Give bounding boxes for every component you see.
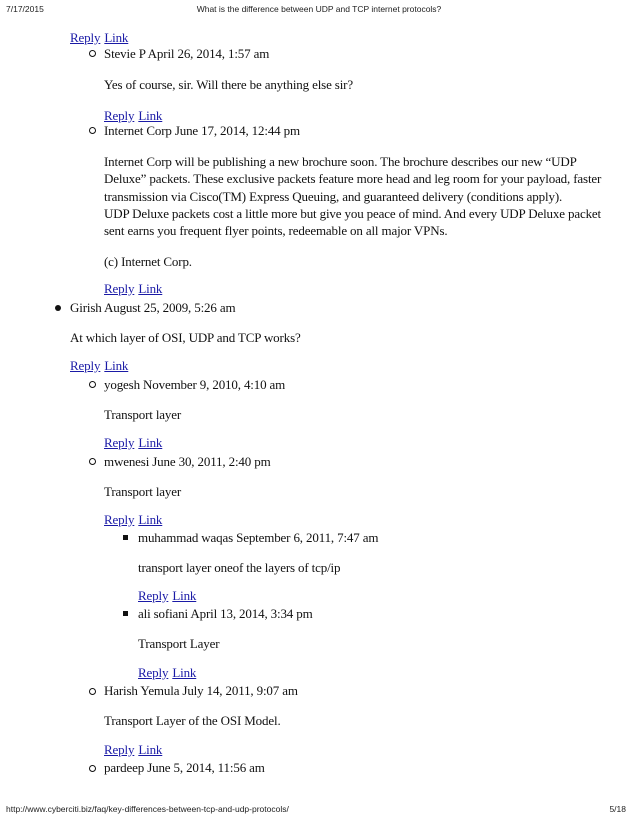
page-title: What is the difference between UDP and TCP internet protocols?: [196, 4, 442, 14]
permalink[interactable]: Link: [104, 30, 129, 45]
reply-link[interactable]: Reply: [70, 358, 101, 373]
page-footer: [6, 804, 632, 816]
reply-link-row: [138, 588, 200, 604]
reply-link[interactable]: Reply: [104, 108, 135, 123]
circle-bullet-icon: [89, 127, 96, 134]
comment-meta: Internet Corp June 17, 2014, 12:44 pm: [104, 123, 300, 138]
permalink[interactable]: Link: [138, 281, 163, 296]
reply-link[interactable]: Reply: [104, 435, 135, 450]
reply-link[interactable]: Reply: [104, 281, 135, 296]
comment-meta: yogesh November 9, 2010, 4:10 am: [104, 377, 286, 392]
reply-link-row: [70, 358, 132, 374]
disc-bullet-icon: [55, 305, 61, 311]
permalink[interactable]: Link: [104, 358, 129, 373]
square-bullet-icon: [123, 611, 128, 616]
square-bullet-icon: [123, 535, 128, 540]
comment-body: Yes of course, sir. Will there be anything else sir?: [104, 77, 353, 92]
comment-body-line: Internet Corp will be publishing a new brochure soon. The brochure describes our new “UDP: [104, 154, 577, 169]
comment-body: Transport layer: [104, 484, 182, 499]
reply-link[interactable]: Reply: [104, 742, 135, 757]
comment-body-line: sent earns you frequent flyer points, redeemable on all major VPNs.: [104, 223, 448, 238]
permalink[interactable]: Link: [138, 742, 163, 757]
reply-link-row: [104, 435, 166, 451]
comment-body: Transport layer: [104, 407, 182, 422]
comment-meta: muhammad waqas September 6, 2011, 7:47 am: [138, 530, 379, 545]
comment-body-line: Deluxe” packets. These exclusive packets feature more head and leg room for your payload, faster: [104, 171, 602, 186]
permalink[interactable]: Link: [138, 435, 163, 450]
permalink[interactable]: Link: [172, 665, 197, 680]
circle-bullet-icon: [89, 765, 96, 772]
comment-meta: mwenesi June 30, 2011, 2:40 pm: [104, 454, 271, 469]
circle-bullet-icon: [89, 50, 96, 57]
comment-body-line: transmission via Cisco(TM) Express Queuing, and guaranteed delivery (conditions apply).: [104, 189, 563, 204]
reply-link-row: [104, 281, 166, 297]
print-date: 7/17/2015: [6, 4, 44, 14]
comment-body: (c) Internet Corp.: [104, 254, 192, 269]
comment-body: Transport Layer: [138, 636, 220, 651]
circle-bullet-icon: [89, 458, 96, 465]
reply-link-row: [104, 512, 166, 528]
comment-body: At which layer of OSI, UDP and TCP works?: [70, 330, 301, 345]
permalink[interactable]: Link: [172, 588, 197, 603]
comment-meta: Harish Yemula July 14, 2011, 9:07 am: [104, 683, 298, 698]
comment-meta: pardeep June 5, 2014, 11:56 am: [104, 760, 265, 775]
reply-link[interactable]: Reply: [138, 665, 169, 680]
reply-link-row: [104, 742, 166, 758]
source-url: http://www.cyberciti.biz/faq/key-differences-between-tcp-and-udp-protocols/: [6, 804, 289, 814]
permalink[interactable]: Link: [138, 108, 163, 123]
reply-link-row: [70, 30, 132, 46]
reply-link[interactable]: Reply: [70, 30, 101, 45]
reply-link[interactable]: Reply: [104, 512, 135, 527]
comment-body-line: UDP Deluxe packets cost a little more but give you peace of mind. And every UDP Deluxe packet: [104, 206, 601, 221]
comment-body: transport layer oneof the layers of tcp/ip: [138, 560, 341, 575]
page-number: 5/18: [609, 804, 626, 814]
permalink[interactable]: Link: [138, 512, 163, 527]
comment-meta: ali sofiani April 13, 2014, 3:34 pm: [138, 606, 313, 621]
comment-meta: Stevie P April 26, 2014, 1:57 am: [104, 46, 270, 61]
circle-bullet-icon: [89, 688, 96, 695]
comment-meta: Girish August 25, 2009, 5:26 am: [70, 300, 236, 315]
reply-link[interactable]: Reply: [138, 588, 169, 603]
reply-link-row: [138, 665, 200, 681]
page-header: [6, 4, 632, 16]
comment-body: Transport Layer of the OSI Model.: [104, 713, 281, 728]
reply-link-row: [104, 108, 166, 124]
circle-bullet-icon: [89, 381, 96, 388]
